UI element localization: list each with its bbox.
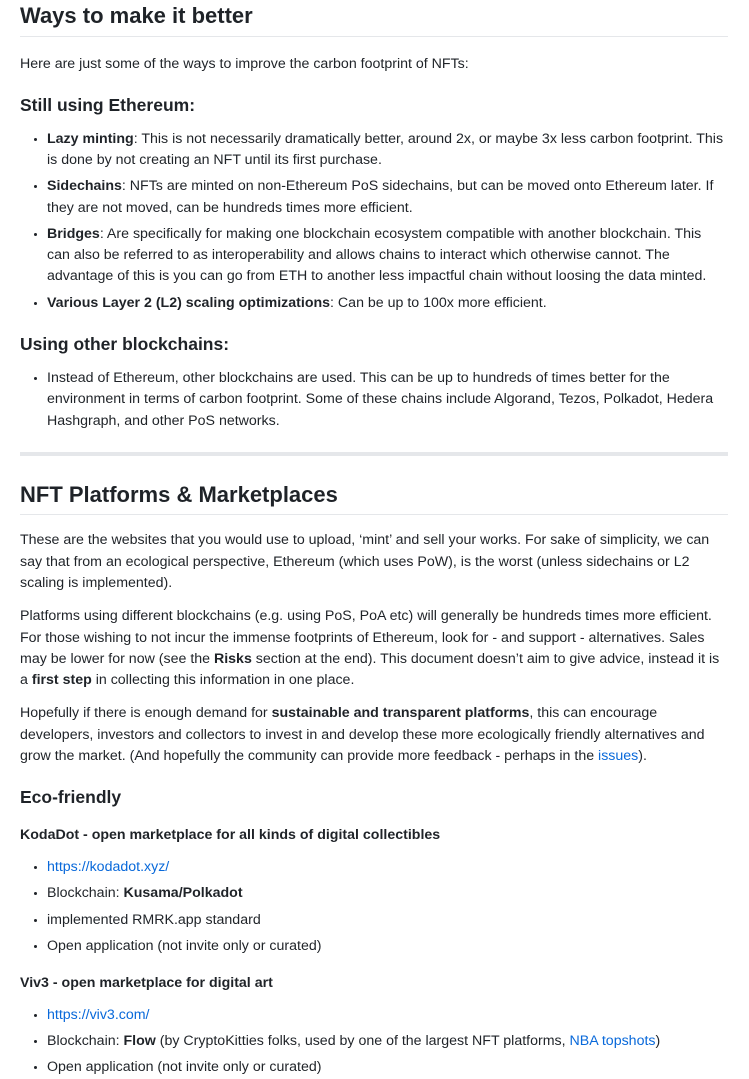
list-item (47, 883, 728, 904)
text: Platforms using different blockchains (e.g. using PoS, PoA etc) will generally be hundreds times more efficient. For those wishing to not incur the immense footprints of Ethereum, look for - and support - alternatives. Sales may be lower for now (see the (20, 608, 712, 667)
text: Hopefully if there is enough demand for (20, 705, 272, 722)
description: : This is not necessarily dramatically better, around 2x, or maybe 3x less carbon footprint. This is done by not creating an NFT until its first purchase. (47, 130, 724, 168)
platform-title-viv3: Viv3 - open marketplace for digital art (20, 975, 273, 992)
list-item-sidechains (47, 176, 728, 219)
text: section at the end). This document doesn’t aim to give advice, instead it is a (20, 650, 720, 689)
first-step-emphasis: first step (31, 672, 92, 689)
kodadot-details (20, 857, 728, 957)
list-item: • Open application (not invite only or curated) (47, 1057, 728, 1078)
term: Sidechains (47, 178, 122, 195)
list-item-bridges (47, 224, 728, 288)
text: (by CryptoKitties folks, used by one of the largest NFT platforms, (155, 1033, 570, 1050)
list-item-layer2 (47, 293, 728, 314)
label: Blockchain: (47, 885, 124, 902)
heading-nft-platforms: NFT Platforms & Marketplaces (20, 478, 728, 516)
blockchain-name: Flow (123, 1033, 156, 1050)
other-blockchains-list (20, 368, 728, 432)
description: : Are specifically for making one blockchain ecosystem compatible with another blockchain. This can also be referred to as interoperability and allows chains to interact which otherwise cannot. The advantage of this is you can go from ETH to another less impactful chain without loosing the data minted. (47, 225, 707, 285)
section-divider (20, 452, 728, 456)
sustainable-emphasis: sustainable and transparent platforms (271, 705, 530, 722)
heading-eco-friendly: Eco-friendly (20, 787, 122, 808)
description: : NFTs are minted on non-Ethereum PoS sidechains, but can be moved onto Ethereum later. If they are not moved, can be hundreds times more efficient. (47, 178, 714, 216)
list-item: • implemented RMRK.app standard (47, 910, 728, 931)
text: ) (655, 1033, 661, 1050)
blockchain-name: Kusama/Polkadot (123, 885, 243, 902)
list-item (47, 1031, 728, 1052)
ethereum-options-list (20, 129, 728, 314)
heading-using-other-blockchains: Using other blockchains: (20, 334, 230, 355)
platforms-paragraph-1: These are the websites that you would use to upload, ‘mint’ and sell your works. For sake of simplicity, we can say that from an ecological perspective, Ethereum (which uses PoW), is the worst (unless sidechains or L2 scaling is implemented). (20, 532, 710, 591)
viv3-details (20, 1005, 728, 1079)
intro-paragraph: Here are just some of the ways to improve the carbon footprint of NFTs: (20, 55, 469, 72)
term: Various Layer 2 (L2) scaling optimizations (47, 294, 331, 311)
nba-topshots-link[interactable]: NBA topshots (569, 1033, 656, 1050)
text: in collecting this information in one place. (91, 672, 355, 689)
issues-link[interactable]: issues (598, 747, 639, 764)
kodadot-link[interactable]: https://kodadot.xyz/ (47, 858, 170, 875)
list-item-other-blockchains: • Instead of Ethereum, other blockchains are used. This can be up to hundreds of times better for the environment in terms of carbon footprint. Some of these chains include Algorand, Tezos, Polkadot, Hedera Hashgraph, and other PoS networks. (47, 368, 728, 432)
platform-title-kodadot: KodaDot - open marketplace for all kinds of digital collectibles (20, 827, 441, 844)
list-item-lazy-minting (47, 129, 728, 172)
platforms-paragraph-3 (20, 703, 728, 767)
list-item: • Open application (not invite only or curated) (47, 936, 728, 957)
text: ). (638, 747, 647, 764)
text: , this can encourage developers, investors and collectors to invest in and develop these more ecologically friendly alternatives and grow the market. (And hopefully the community can provide more feedback - perhaps in the (20, 705, 705, 764)
viv3-link[interactable]: https://viv3.com/ (47, 1006, 150, 1023)
risks-emphasis: Risks (213, 650, 252, 667)
term: Lazy minting (47, 130, 134, 147)
list-item (47, 857, 728, 878)
heading-ways-to-make-it-better: Ways to make it better (20, 0, 728, 37)
list-item (47, 1005, 728, 1026)
term: Bridges (47, 225, 100, 242)
heading-still-using-ethereum: Still using Ethereum: (20, 94, 196, 115)
label: Blockchain: (47, 1033, 124, 1050)
platforms-paragraph-2 (20, 606, 728, 691)
description: : Can be up to 100x more efficient. (330, 294, 547, 311)
